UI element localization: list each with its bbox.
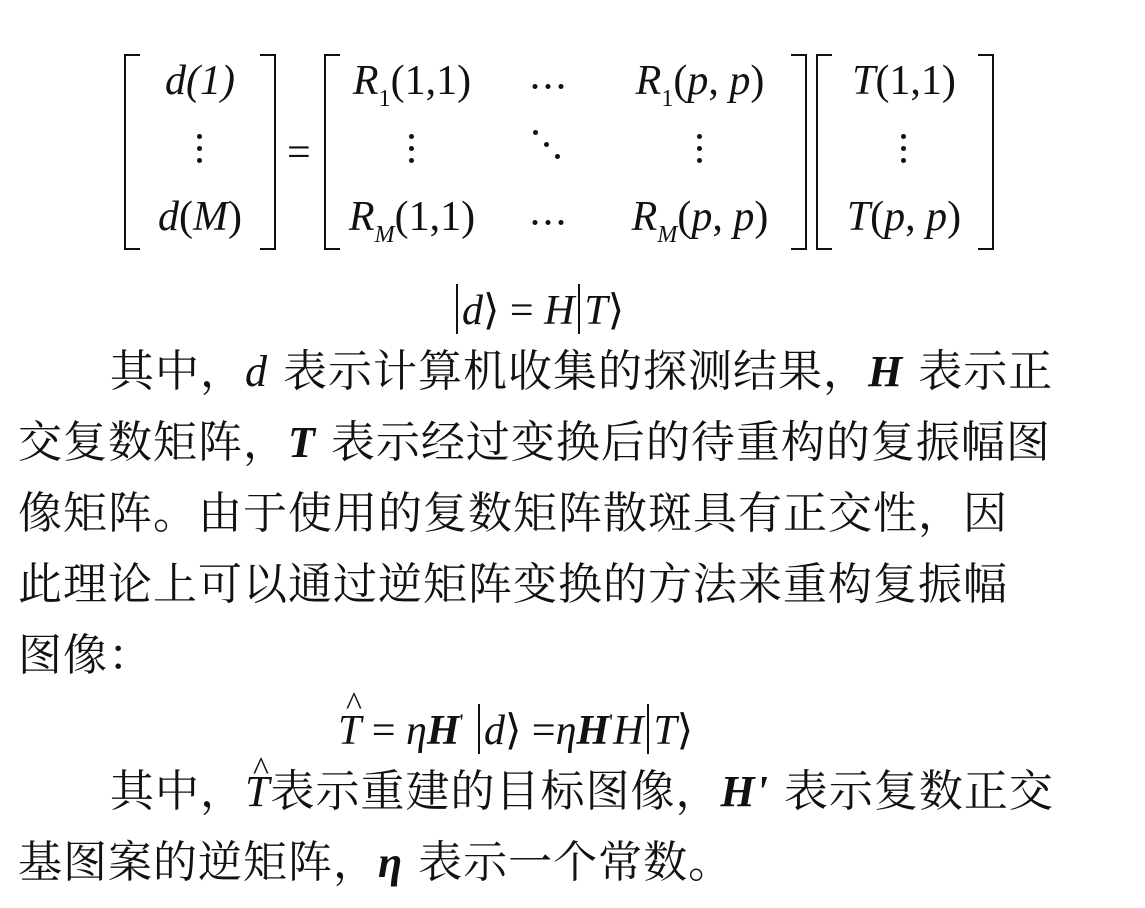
paragraph2-line2: 基图案的逆矩阵，η 表示一个常数。 (18, 837, 734, 888)
lhs-right-bracket (260, 54, 276, 250)
rhs-entry-top: T(1,1) (852, 58, 956, 104)
matrix-ddots (533, 130, 563, 160)
matrix-right-bracket (791, 54, 807, 250)
rhs-entry-bottom: T(p, p) (846, 194, 962, 240)
matrix-c1-vdots (409, 134, 415, 170)
paragraph1-line5: 图像： (18, 630, 153, 681)
reconstruction-equation: ^ T = ηH' d⟩ =ηH'H T⟩ (338, 704, 693, 754)
rhs-vdots (901, 134, 907, 170)
paragraph2-line1: 其中，^ T表示重建的目标图像，H' 表示复数正交 (110, 756, 1054, 827)
paragraph1-line1: 其中，d 表示计算机收集的探测结果，H 表示正 (110, 346, 1054, 397)
matrix-left-bracket (324, 54, 340, 250)
lhs-entry-bottom: d(M) (158, 194, 242, 240)
rhs-left-bracket (816, 54, 832, 250)
matrix-r1-hdots (533, 84, 564, 89)
lhs-entry-top: d(1) (165, 58, 235, 104)
paragraph1-line3: 像矩阵。由于使用的复数矩阵散斑具有正交性，因 (18, 488, 1008, 539)
paragraph1-line2: 交复数矩阵，T 表示经过变换后的待重构的复振幅图 (18, 417, 1051, 468)
matrix-rM-c1: $R_M(1,1)$ (348, 194, 476, 248)
rhs-right-bracket (978, 54, 994, 250)
matrix-c3-vdots (697, 134, 703, 170)
bra-ket-equation: d⟩ = H T⟩ (452, 284, 624, 334)
matrix-rM-c3: $R_M(p$, p) (631, 194, 769, 248)
lhs-left-bracket (124, 54, 140, 250)
matrix-rM-hdots (533, 220, 564, 225)
paragraph1-line4: 此理论上可以通过逆矩阵变换的方法来重构复振幅 (18, 559, 1008, 610)
lhs-vdots (197, 134, 203, 170)
equals-sign-1: = (287, 130, 311, 176)
matrix-equation (0, 0, 1145, 260)
matrix-r1-c3: $R_1(p$, p) (635, 58, 765, 112)
matrix-r1-c1: $R_1(1,1)$ (352, 58, 472, 112)
